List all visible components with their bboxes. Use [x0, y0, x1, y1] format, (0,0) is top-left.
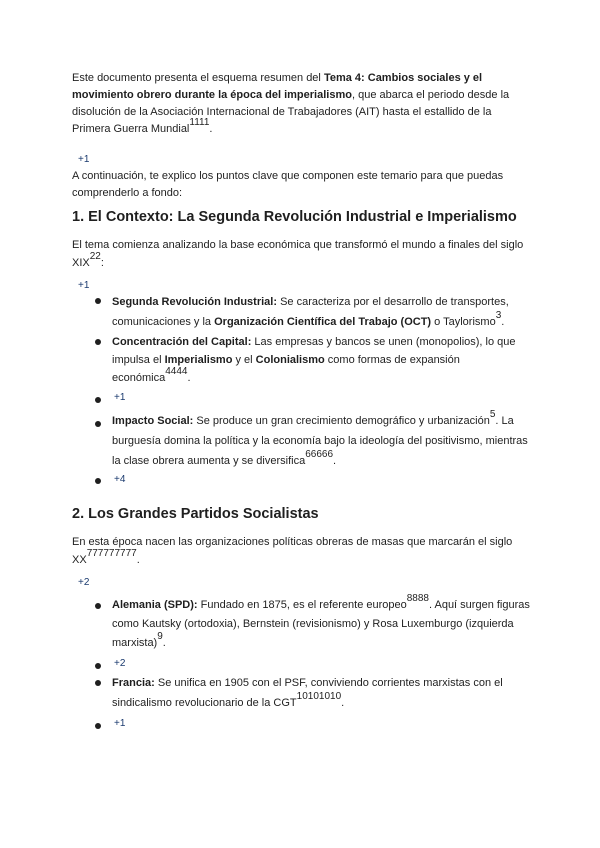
item-text: o Taylorismo — [431, 316, 496, 328]
section-heading: 2. Los Grandes Partidos Socialistas — [72, 506, 319, 522]
citation-badge[interactable]: +1 — [114, 718, 126, 729]
item-end: . — [333, 455, 337, 467]
list-item — [112, 411, 530, 471]
item-end: . — [162, 637, 166, 649]
list-item — [112, 292, 530, 332]
item-text: . La burguesía domina la política y la economía bajo la ideología del positivismo, mientras la clase obrera aumenta y se diversifica — [112, 415, 528, 467]
footnote-ref[interactable]: 4444 — [165, 366, 188, 377]
item-text: Las empresas y bancos se unen (monopolios), lo que impulsa el — [112, 336, 516, 366]
bullet-dot — [95, 478, 101, 484]
bullet-dot — [95, 339, 101, 345]
item-end: . — [501, 316, 505, 328]
list-item — [112, 673, 530, 713]
item-label: Impacto Social: — [112, 415, 194, 427]
citation-badge[interactable]: +4 — [114, 474, 126, 485]
bullet-dot — [95, 298, 101, 304]
intro-text: Este documento presenta el esquema resumen del — [72, 72, 324, 84]
item-label: Segunda Revolución Industrial: — [112, 296, 278, 308]
footnote-ref[interactable]: 22 — [89, 251, 101, 262]
footnote-ref[interactable]: 66666 — [305, 449, 334, 460]
item-bold: Organización Científica del Trabajo (OCT) — [214, 316, 432, 328]
item-text: y el — [232, 354, 256, 366]
item-end: . — [187, 372, 191, 384]
citation-badge[interactable]: +1 — [78, 154, 90, 165]
item-text: Fundado en 1875, es el referente europeo — [197, 599, 407, 611]
citation-badge[interactable]: +1 — [78, 280, 90, 291]
item-bold: Imperialismo — [164, 354, 233, 366]
citation-badge[interactable]: +2 — [114, 658, 126, 669]
footnote-ref[interactable]: 1111 — [189, 117, 210, 128]
list-item — [112, 333, 530, 387]
footnote-ref[interactable]: 3 — [495, 310, 502, 321]
intro-title-bold: Tema 4: Cambios sociales y el movimiento obrero durante la época del imperialismo — [72, 72, 483, 101]
bullet-dot — [95, 680, 101, 686]
item-text: . Aquí surgen figuras como Kautsky (ortodoxia), Bernstein (revisionismo) y Rosa Luxemburgo (izquierda marxista) — [112, 599, 530, 649]
list-item — [112, 593, 530, 653]
section-intro — [72, 236, 532, 272]
footnote-ref[interactable]: 777777777 — [86, 548, 137, 559]
bullet-dot — [95, 421, 101, 427]
section-intro-text: El tema comienza analizando la base económica que transformó el mundo a finales del siglo XIX — [72, 239, 524, 269]
item-text: Se produce un gran crecimiento demográfico y urbanización — [193, 415, 490, 427]
footnote-ref[interactable]: 9 — [157, 631, 163, 642]
bullet-dot — [95, 723, 101, 729]
lead-paragraph: A continuación, te explico los puntos clave que componen este temario para que puedas comprenderlo a fondo: — [72, 170, 504, 199]
item-text: Se unifica en 1905 con el PSF, conviviendo corrientes marxistas con el sindicalismo revolucionario de la CGT — [112, 677, 503, 709]
item-label: Francia: — [112, 677, 155, 689]
item-label: Concentración del Capital: — [112, 336, 252, 348]
citation-badge[interactable]: +2 — [78, 577, 90, 588]
citation-badge[interactable]: +1 — [114, 392, 126, 403]
footnote-ref[interactable]: 10101010 — [296, 691, 342, 702]
bullet-dot — [95, 603, 101, 609]
bullet-dot — [95, 397, 101, 403]
section-heading: 1. El Contexto: La Segunda Revolución Industrial e Imperialismo — [72, 209, 517, 225]
section-intro-end: . — [136, 554, 140, 566]
section-intro-text: En esta época nacen las organizaciones políticas obreras de masas que marcarán el siglo XX — [72, 536, 513, 566]
section-intro — [72, 533, 532, 569]
item-text: Se caracteriza por el desarrollo de transportes, comunicaciones y la — [112, 296, 509, 328]
item-text: como formas de expansión económica — [112, 354, 460, 384]
item-bold: Colonialismo — [255, 354, 325, 366]
intro-paragraph — [72, 70, 532, 138]
footnote-ref[interactable]: 5 — [489, 409, 496, 420]
item-label: Alemania (SPD): — [112, 599, 198, 611]
bullet-dot — [95, 663, 101, 669]
footnote-ref[interactable]: 8888 — [406, 593, 429, 604]
section-intro-end: : — [100, 257, 104, 269]
item-end: . — [341, 697, 345, 709]
intro-text-cont: , que abarca el periodo desde la disolución de la Asociación Internacional de Trabajadores (AIT) hasta el estallido de la Primera Guerra Mundial — [72, 89, 510, 135]
intro-end: . — [209, 123, 213, 135]
